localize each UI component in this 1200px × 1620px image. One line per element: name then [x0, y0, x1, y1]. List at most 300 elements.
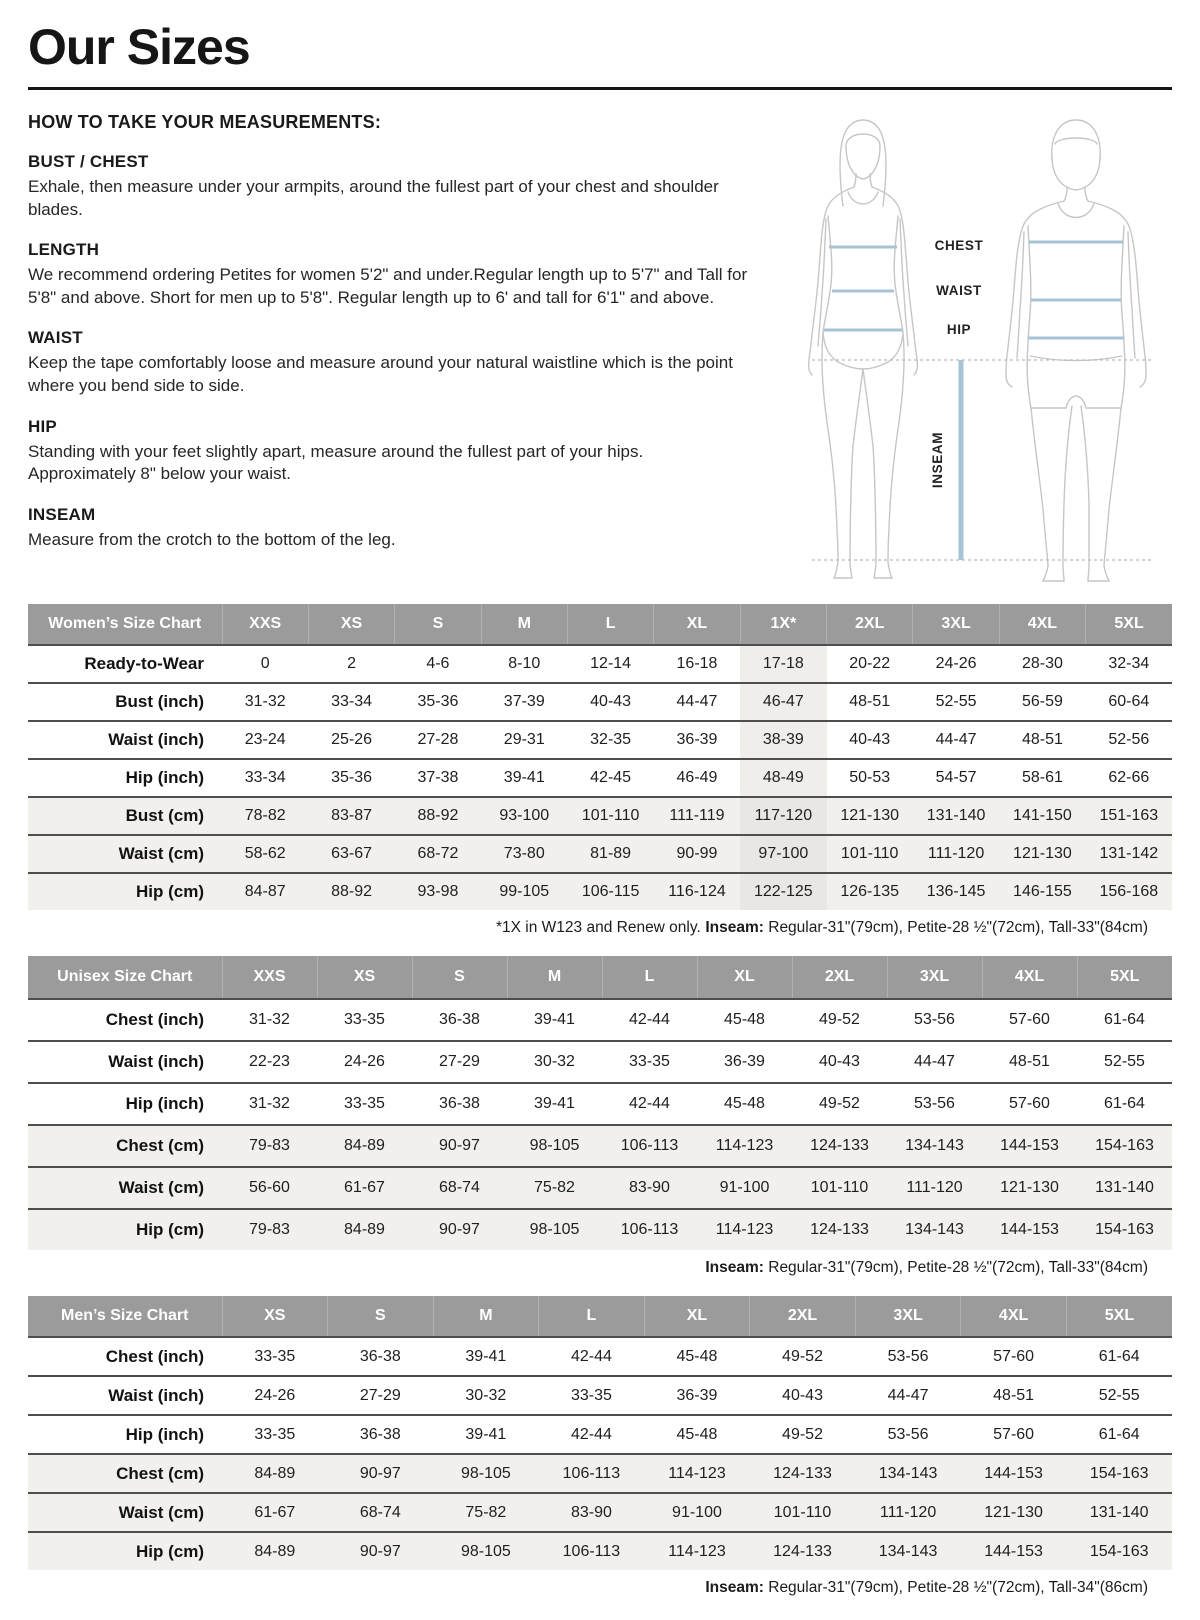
table-row — [28, 1125, 1172, 1167]
table-title: Women’s Size Chart — [28, 604, 222, 645]
size-cell: 57-60 — [982, 1083, 1077, 1125]
size-cell: 48-51 — [827, 683, 913, 721]
column-header: 5XL — [1086, 604, 1172, 645]
page-title: Our Sizes — [28, 19, 250, 75]
column-header: 4XL — [982, 956, 1077, 999]
size-cell: 36-38 — [328, 1415, 434, 1454]
size-cell: 42-44 — [539, 1337, 645, 1376]
table-row — [28, 683, 1172, 721]
unisex-table-footnotes — [28, 1259, 1172, 1277]
size-cell: 48-51 — [999, 721, 1085, 759]
instructions-heading: HOW TO TAKE YOUR MEASUREMENTS: — [28, 112, 382, 132]
size-cell: 79-83 — [222, 1125, 317, 1167]
size-cell: 111-119 — [654, 797, 740, 835]
size-cell: 53-56 — [855, 1415, 961, 1454]
size-cell: 45-48 — [697, 999, 792, 1041]
size-cell: 84-89 — [317, 1125, 412, 1167]
size-cell: 33-34 — [308, 683, 394, 721]
size-cell: 101-110 — [750, 1493, 856, 1532]
size-cell: 121-130 — [999, 835, 1085, 873]
size-cell: 40-43 — [750, 1376, 856, 1415]
size-cell: 114-123 — [644, 1532, 750, 1570]
body-measurement-illustration — [768, 104, 1172, 586]
measurement-diagram — [768, 90, 1172, 588]
size-cell: 60-64 — [1086, 683, 1172, 721]
size-cell: 35-36 — [308, 759, 394, 797]
size-cell: 49-52 — [750, 1337, 856, 1376]
unisex-size-chart-table — [28, 956, 1172, 1250]
size-cell: 42-44 — [602, 1083, 697, 1125]
section-body: Measure from the crotch to the bottom of the leg. — [28, 529, 396, 549]
size-cell: 23-24 — [222, 721, 308, 759]
size-cell: 57-60 — [961, 1415, 1067, 1454]
column-header: S — [395, 604, 481, 645]
size-cell: 56-59 — [999, 683, 1085, 721]
size-table — [28, 956, 1172, 1250]
section-title: WAIST — [28, 328, 83, 348]
size-cell: 57-60 — [982, 999, 1077, 1041]
column-header: 2XL — [750, 1296, 856, 1337]
size-cell: 84-89 — [222, 1532, 328, 1570]
size-cell: 33-35 — [317, 999, 412, 1041]
size-cell: 122-125 — [740, 873, 826, 910]
size-cell: 24-26 — [222, 1376, 328, 1415]
size-cell: 31-32 — [222, 999, 317, 1041]
table-row — [28, 1337, 1172, 1376]
table-row — [28, 835, 1172, 873]
size-cell: 36-39 — [697, 1041, 792, 1083]
column-header: 1X* — [740, 604, 826, 645]
size-cell: 61-64 — [1066, 1337, 1172, 1376]
size-cell: 56-60 — [222, 1167, 317, 1209]
size-cell: 84-87 — [222, 873, 308, 910]
table-row — [28, 1209, 1172, 1250]
column-header: XXS — [222, 604, 308, 645]
column-header: XL — [644, 1296, 750, 1337]
table-row — [28, 797, 1172, 835]
size-cell: 24-26 — [913, 645, 999, 683]
size-cell: 44-47 — [654, 683, 740, 721]
size-cell: 40-43 — [567, 683, 653, 721]
column-header: 2XL — [827, 604, 913, 645]
column-header: 5XL — [1066, 1296, 1172, 1337]
size-cell: 93-100 — [481, 797, 567, 835]
size-cell: 61-64 — [1066, 1415, 1172, 1454]
section-title: HIP — [28, 416, 57, 436]
table-header-row — [28, 956, 1172, 999]
inseam-footnote-label: Inseam: — [705, 1579, 764, 1596]
mens-table-footnotes — [28, 1579, 1172, 1597]
size-cell: 48-51 — [982, 1041, 1077, 1083]
size-cell: 49-52 — [792, 999, 887, 1041]
size-cell: 98-105 — [433, 1532, 539, 1570]
size-cell: 106-113 — [539, 1454, 645, 1493]
waist-label: WAIST — [936, 283, 982, 298]
size-cell: 91-100 — [697, 1167, 792, 1209]
size-cell: 146-155 — [999, 873, 1085, 910]
row-label: Chest (cm) — [28, 1454, 222, 1493]
table-title: Men’s Size Chart — [28, 1296, 222, 1337]
section-body: Standing with your feet slightly apart, measure around the fullest part of your hips. Approximately 8" below your waist. — [28, 441, 644, 484]
column-header: L — [567, 604, 653, 645]
size-cell: 28-30 — [999, 645, 1085, 683]
table-row — [28, 1493, 1172, 1532]
inseam-footnote-text: Regular-31"(79cm), Petite-28 ½"(72cm), Tall-34"(86cm) — [763, 1579, 1148, 1596]
inseam-footnote — [705, 1579, 1172, 1597]
size-cell: 68-74 — [328, 1493, 434, 1532]
column-header: 3XL — [913, 604, 999, 645]
size-cell: 106-113 — [539, 1532, 645, 1570]
inseam-label: INSEAM — [930, 431, 945, 489]
section-title: INSEAM — [28, 504, 96, 524]
size-cell: 88-92 — [395, 797, 481, 835]
size-cell: 8-10 — [481, 645, 567, 683]
size-cell: 144-153 — [961, 1532, 1067, 1570]
size-cell: 33-35 — [539, 1376, 645, 1415]
row-label: Hip (cm) — [28, 1209, 222, 1250]
size-cell: 131-140 — [913, 797, 999, 835]
column-header: M — [507, 956, 602, 999]
size-cell: 33-35 — [222, 1415, 328, 1454]
measurement-instructions — [28, 90, 768, 588]
size-cell: 38-39 — [740, 721, 826, 759]
hip-label: HIP — [946, 322, 972, 337]
size-cell: 124-133 — [792, 1125, 887, 1167]
size-cell: 84-89 — [222, 1454, 328, 1493]
size-cell: 91-100 — [644, 1493, 750, 1532]
size-cell: 36-39 — [654, 721, 740, 759]
size-cell: 106-113 — [602, 1209, 697, 1250]
size-cell: 42-44 — [539, 1415, 645, 1454]
section-title: BUST / CHEST — [28, 152, 149, 171]
size-cell: 27-29 — [328, 1376, 434, 1415]
size-cell: 151-163 — [1086, 797, 1172, 835]
size-cell: 53-56 — [855, 1337, 961, 1376]
section-body: Exhale, then measure under your armpits, around the fullest part of your chest and shoulder blades. — [28, 177, 719, 219]
size-cell: 101-110 — [827, 835, 913, 873]
size-cell: 29-31 — [481, 721, 567, 759]
size-table — [28, 604, 1172, 910]
size-cell: 114-123 — [644, 1454, 750, 1493]
size-cell: 52-56 — [1086, 721, 1172, 759]
inseam-footnote-text: Regular-31"(79cm), Petite-28 ½"(72cm), Tall-33"(84cm) — [763, 1259, 1148, 1276]
size-cell: 131-140 — [1077, 1167, 1172, 1209]
size-cell: 22-23 — [222, 1041, 317, 1083]
size-cell: 31-32 — [222, 1083, 317, 1125]
size-cell: 141-150 — [999, 797, 1085, 835]
size-cell: 134-143 — [887, 1209, 982, 1250]
size-cell: 40-43 — [827, 721, 913, 759]
size-cell: 101-110 — [792, 1167, 887, 1209]
measurement-section — [28, 328, 768, 397]
size-cell: 131-142 — [1086, 835, 1172, 873]
size-cell: 57-60 — [961, 1337, 1067, 1376]
size-cell: 17-18 — [740, 645, 826, 683]
instruction-sections — [28, 152, 768, 551]
size-cell: 144-153 — [982, 1209, 1077, 1250]
size-cell: 35-36 — [395, 683, 481, 721]
inseam-footnote — [705, 1259, 1172, 1277]
measurements-content — [28, 90, 1172, 588]
section-body: Keep the tape comfortably loose and measure around your natural waistline which is the point where you bend side to side. — [28, 353, 733, 396]
column-header: XL — [697, 956, 792, 999]
size-cell: 124-133 — [792, 1209, 887, 1250]
size-cell: 39-41 — [481, 759, 567, 797]
size-cell: 0 — [222, 645, 308, 683]
size-cell: 111-120 — [887, 1167, 982, 1209]
column-header: 3XL — [855, 1296, 961, 1337]
size-cell: 121-130 — [827, 797, 913, 835]
row-label: Bust (inch) — [28, 683, 222, 721]
column-header: XS — [308, 604, 394, 645]
size-cell: 114-123 — [697, 1209, 792, 1250]
size-cell: 30-32 — [507, 1041, 602, 1083]
mens-size-chart-table — [28, 1296, 1172, 1570]
size-cell: 83-90 — [539, 1493, 645, 1532]
table-header-row — [28, 604, 1172, 645]
row-label: Waist (cm) — [28, 1167, 222, 1209]
table-row — [28, 1376, 1172, 1415]
size-cell: 49-52 — [792, 1083, 887, 1125]
size-cell: 44-47 — [887, 1041, 982, 1083]
section-body: We recommend ordering Petites for women 5'2" and under.Regular length up to 5'7" and Tall for 5'8" and above. Short for men up to 5'8". Regular length up to 6' and tall for 6'1" and above. — [28, 265, 748, 307]
measurement-section — [28, 505, 768, 552]
size-cell: 39-41 — [433, 1337, 539, 1376]
size-cell: 90-97 — [412, 1209, 507, 1250]
row-label: Hip (inch) — [28, 759, 222, 797]
size-cell: 75-82 — [433, 1493, 539, 1532]
size-cell: 50-53 — [827, 759, 913, 797]
row-label: Chest (inch) — [28, 1337, 222, 1376]
size-cell: 98-105 — [433, 1454, 539, 1493]
size-cell: 121-130 — [961, 1493, 1067, 1532]
row-label: Hip (cm) — [28, 1532, 222, 1570]
size-cell: 136-145 — [913, 873, 999, 910]
size-cell: 27-28 — [395, 721, 481, 759]
size-cell: 134-143 — [887, 1125, 982, 1167]
size-cell: 114-123 — [697, 1125, 792, 1167]
size-cell: 84-89 — [317, 1209, 412, 1250]
size-cell: 33-35 — [317, 1083, 412, 1125]
column-header: XS — [222, 1296, 328, 1337]
size-cell: 61-64 — [1077, 1083, 1172, 1125]
size-cell: 4-6 — [395, 645, 481, 683]
column-header: XS — [317, 956, 412, 999]
size-cell: 134-143 — [855, 1454, 961, 1493]
size-cell: 61-64 — [1077, 999, 1172, 1041]
size-cell: 33-35 — [222, 1337, 328, 1376]
size-cell: 12-14 — [567, 645, 653, 683]
row-label: Ready-to-Wear — [28, 645, 222, 683]
male-figure-icon — [1006, 120, 1146, 581]
size-cell: 37-39 — [481, 683, 567, 721]
size-cell: 93-98 — [395, 873, 481, 910]
size-cell: 37-38 — [395, 759, 481, 797]
size-cell: 116-124 — [654, 873, 740, 910]
size-cell: 144-153 — [982, 1125, 1077, 1167]
size-cell: 53-56 — [887, 1083, 982, 1125]
size-cell: 40-43 — [792, 1041, 887, 1083]
size-cell: 63-67 — [308, 835, 394, 873]
size-cell: 45-48 — [697, 1083, 792, 1125]
column-header: M — [433, 1296, 539, 1337]
size-cell: 30-32 — [433, 1376, 539, 1415]
size-cell: 20-22 — [827, 645, 913, 683]
size-cell: 78-82 — [222, 797, 308, 835]
size-cell: 32-34 — [1086, 645, 1172, 683]
row-label: Waist (inch) — [28, 1376, 222, 1415]
size-cell: 44-47 — [913, 721, 999, 759]
size-cell: 48-51 — [961, 1376, 1067, 1415]
size-cell: 117-120 — [740, 797, 826, 835]
size-cell: 61-67 — [222, 1493, 328, 1532]
row-label: Waist (cm) — [28, 1493, 222, 1532]
size-cell: 58-62 — [222, 835, 308, 873]
row-label: Hip (inch) — [28, 1083, 222, 1125]
row-label: Hip (cm) — [28, 873, 222, 910]
size-cell: 32-35 — [567, 721, 653, 759]
size-cell: 39-41 — [507, 999, 602, 1041]
size-cell: 134-143 — [855, 1532, 961, 1570]
size-cell: 61-67 — [317, 1167, 412, 1209]
row-label: Bust (cm) — [28, 797, 222, 835]
size-cell: 39-41 — [433, 1415, 539, 1454]
female-figure-icon — [809, 120, 918, 578]
inseam-footnote-label: Inseam: — [705, 919, 764, 936]
size-cell: 45-48 — [644, 1337, 750, 1376]
womens-table-footnotes — [28, 919, 1172, 937]
column-header: L — [539, 1296, 645, 1337]
size-cell: 106-113 — [602, 1125, 697, 1167]
size-table — [28, 1296, 1172, 1570]
table-row — [28, 1454, 1172, 1493]
size-cell: 16-18 — [654, 645, 740, 683]
size-cell: 42-44 — [602, 999, 697, 1041]
size-cell: 33-35 — [602, 1041, 697, 1083]
table-title: Unisex Size Chart — [28, 956, 222, 999]
column-header: XXS — [222, 956, 317, 999]
size-cell: 45-48 — [644, 1415, 750, 1454]
size-cell: 33-34 — [222, 759, 308, 797]
table-row — [28, 873, 1172, 910]
table-row — [28, 721, 1172, 759]
size-cell: 73-80 — [481, 835, 567, 873]
column-header: 5XL — [1077, 956, 1172, 999]
size-cell: 24-26 — [317, 1041, 412, 1083]
size-cell: 39-41 — [507, 1083, 602, 1125]
size-cell: 124-133 — [750, 1532, 856, 1570]
column-header: 2XL — [792, 956, 887, 999]
size-cell: 2 — [308, 645, 394, 683]
size-cell: 62-66 — [1086, 759, 1172, 797]
size-cell: 101-110 — [567, 797, 653, 835]
size-cell: 90-99 — [654, 835, 740, 873]
size-cell: 46-47 — [740, 683, 826, 721]
size-cell: 79-83 — [222, 1209, 317, 1250]
size-cell: 36-38 — [412, 1083, 507, 1125]
size-cell: 88-92 — [308, 873, 394, 910]
row-label: Waist (inch) — [28, 721, 222, 759]
section-title: LENGTH — [28, 240, 100, 260]
size-cell: 98-105 — [507, 1209, 602, 1250]
size-cell: 49-52 — [750, 1415, 856, 1454]
size-cell: 36-38 — [328, 1337, 434, 1376]
size-cell: 98-105 — [507, 1125, 602, 1167]
size-cell: 53-56 — [887, 999, 982, 1041]
one-x-footnote: *1X in W123 and Renew only. — [496, 919, 701, 936]
size-cell: 68-72 — [395, 835, 481, 873]
size-cell: 68-74 — [412, 1167, 507, 1209]
table-header-row — [28, 1296, 1172, 1337]
size-cell: 90-97 — [328, 1532, 434, 1570]
table-row — [28, 759, 1172, 797]
reference-dashed-lines — [812, 360, 1152, 560]
inseam-footnote — [705, 919, 1172, 937]
column-header: L — [602, 956, 697, 999]
column-header: S — [328, 1296, 434, 1337]
inseam-footnote-text: Regular-31"(79cm), Petite-28 ½"(72cm), Tall-33"(84cm) — [763, 919, 1148, 936]
row-label: Chest (cm) — [28, 1125, 222, 1167]
size-cell: 154-163 — [1077, 1209, 1172, 1250]
size-cell: 90-97 — [328, 1454, 434, 1493]
size-cell: 111-120 — [855, 1493, 961, 1532]
size-cell: 52-55 — [1077, 1041, 1172, 1083]
size-cell: 54-57 — [913, 759, 999, 797]
size-cell: 154-163 — [1066, 1454, 1172, 1493]
table-row — [28, 1041, 1172, 1083]
size-cell: 58-61 — [999, 759, 1085, 797]
measurement-section — [28, 152, 768, 221]
size-cell: 99-105 — [481, 873, 567, 910]
size-cell: 44-47 — [855, 1376, 961, 1415]
size-cell: 154-163 — [1066, 1532, 1172, 1570]
column-header: XL — [654, 604, 740, 645]
table-row — [28, 1415, 1172, 1454]
size-cell: 31-32 — [222, 683, 308, 721]
size-cell: 52-55 — [1066, 1376, 1172, 1415]
chest-label: CHEST — [934, 238, 984, 253]
row-label: Chest (inch) — [28, 999, 222, 1041]
size-cell: 52-55 — [913, 683, 999, 721]
size-cell: 46-49 — [654, 759, 740, 797]
column-header: 3XL — [887, 956, 982, 999]
size-cell: 154-163 — [1077, 1125, 1172, 1167]
size-cell: 27-29 — [412, 1041, 507, 1083]
size-cell: 97-100 — [740, 835, 826, 873]
size-cell: 111-120 — [913, 835, 999, 873]
size-guide-page — [0, 20, 1200, 1597]
column-header: M — [481, 604, 567, 645]
row-label: Waist (inch) — [28, 1041, 222, 1083]
table-row — [28, 999, 1172, 1041]
size-cell: 25-26 — [308, 721, 394, 759]
measurement-section — [28, 417, 768, 486]
row-label: Hip (inch) — [28, 1415, 222, 1454]
size-cell: 121-130 — [982, 1167, 1077, 1209]
inseam-footnote-label: Inseam: — [705, 1259, 764, 1276]
size-cell: 126-135 — [827, 873, 913, 910]
size-cell: 131-140 — [1066, 1493, 1172, 1532]
size-cell: 124-133 — [750, 1454, 856, 1493]
size-cell: 90-97 — [412, 1125, 507, 1167]
row-label: Waist (cm) — [28, 835, 222, 873]
size-cell: 81-89 — [567, 835, 653, 873]
size-cell: 48-49 — [740, 759, 826, 797]
size-cell: 83-87 — [308, 797, 394, 835]
table-row — [28, 1083, 1172, 1125]
table-row — [28, 645, 1172, 683]
size-cell: 106-115 — [567, 873, 653, 910]
